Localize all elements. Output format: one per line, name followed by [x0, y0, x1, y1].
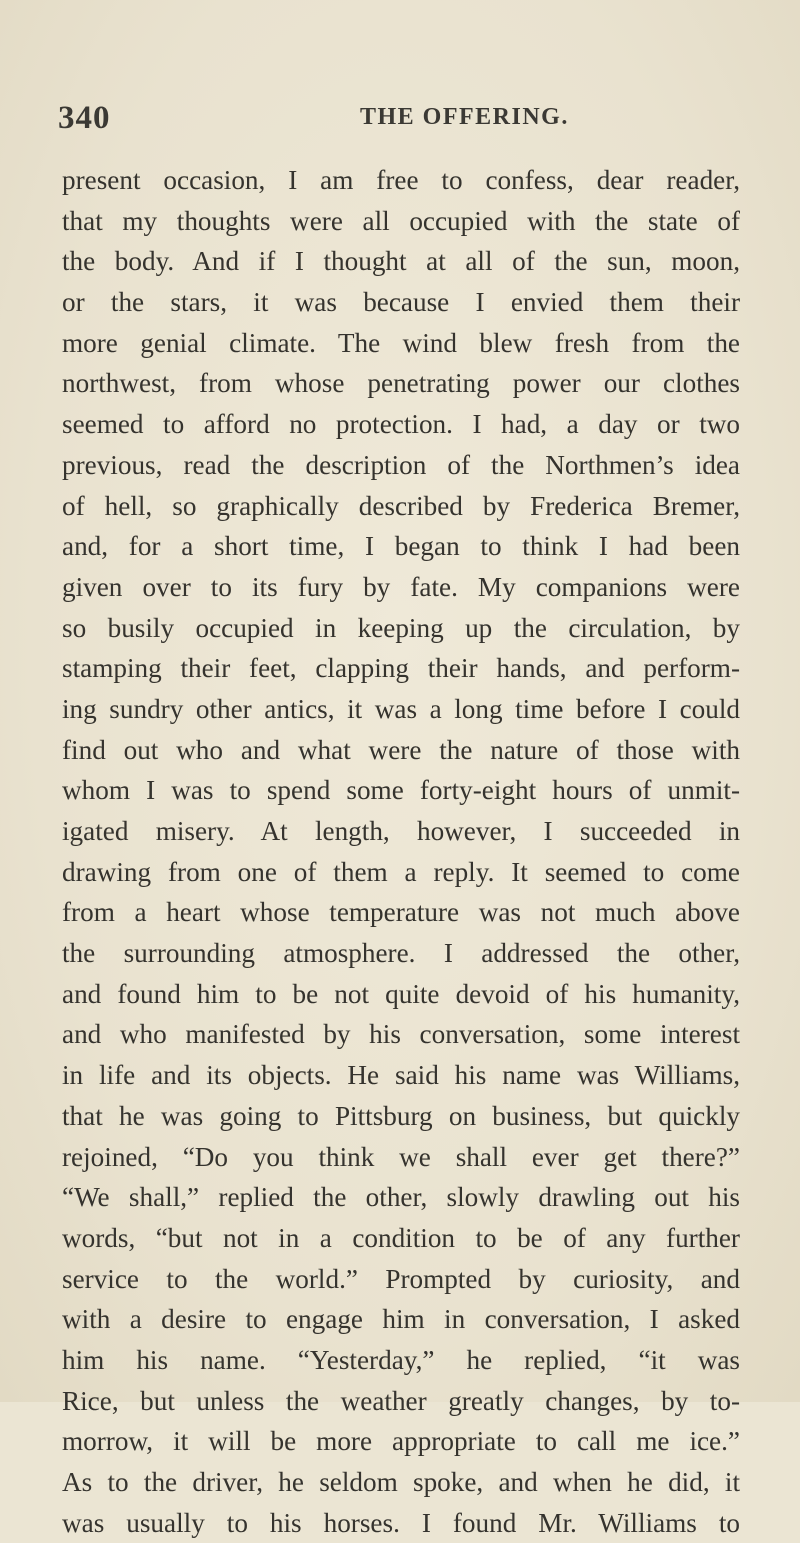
text-line: was usually to his horses. I found Mr. Williams to — [62, 1507, 740, 1538]
text-line: previous, read the description of the Northmen’s idea — [62, 449, 740, 480]
text-line: him his name. “Yesterday,” he replied, “it was — [62, 1344, 740, 1375]
text-line: northwest, from whose penetrating power our clothes — [62, 368, 740, 399]
text-line: rejoined, “Do you think we shall ever get there?” — [62, 1141, 740, 1172]
text-line: and who manifested by his conversation, some interest — [62, 1019, 740, 1050]
text-line: of hell, so graphically described by Frederica Bremer, — [62, 490, 740, 521]
page-header — [58, 100, 738, 150]
text-line: ing sundry other antics, it was a long time before I could — [62, 693, 740, 724]
text-line: from a heart whose temperature was not much above — [62, 897, 740, 928]
text-line: Rice, but unless the weather greatly changes, by to- — [62, 1385, 740, 1416]
text-line: find out who and what were the nature of those with — [62, 734, 740, 765]
text-line: “We shall,” replied the other, slowly drawling out his — [62, 1182, 740, 1213]
text-line: or the stars, it was because I envied them their — [62, 287, 740, 318]
page-number: 340 — [58, 100, 111, 136]
text-line: in life and its objects. He said his name was Williams, — [62, 1060, 740, 1091]
body-text — [62, 160, 740, 1543]
text-line: more genial climate. The wind blew fresh from the — [62, 327, 740, 358]
text-line: with a desire to engage him in conversation, I asked — [62, 1304, 740, 1335]
text-line: present occasion, I am free to confess, dear reader, — [62, 165, 740, 195]
text-line: and found him to be not quite devoid of his humanity, — [62, 978, 740, 1009]
text-line: whom I was to spend some forty-eight hours of unmit- — [62, 775, 740, 806]
text-line: As to the driver, he seldom spoke, and when he did, it — [62, 1467, 740, 1497]
text-line: that my thoughts were all occupied with the state of — [62, 205, 740, 236]
text-line: morrow, it will be more appropriate to call me ice.” — [62, 1426, 740, 1457]
text-line: igated misery. At length, however, I succeeded in — [62, 816, 740, 846]
text-line: and, for a short time, I began to think I had been — [62, 531, 740, 562]
text-line: seemed to afford no protection. I had, a day or two — [62, 409, 740, 440]
text-line: drawing from one of them a reply. It seemed to come — [62, 856, 740, 887]
text-line: so busily occupied in keeping up the circulation, by — [62, 612, 740, 643]
text-line: given over to its fury by fate. My companions were — [62, 571, 740, 602]
text-line: words, “but not in a condition to be of any further — [62, 1222, 740, 1253]
text-line: the surrounding atmosphere. I addressed the other, — [62, 938, 740, 969]
running-title: THE OFFERING. — [360, 104, 569, 130]
text-line: service to the world.” Prompted by curiosity, and — [62, 1263, 740, 1294]
text-line: that he was going to Pittsburg on business, but quickly — [62, 1100, 740, 1131]
text-line: the body. And if I thought at all of the sun, moon, — [62, 246, 740, 277]
text-line: stamping their feet, clapping their hands, and perform- — [62, 653, 740, 684]
